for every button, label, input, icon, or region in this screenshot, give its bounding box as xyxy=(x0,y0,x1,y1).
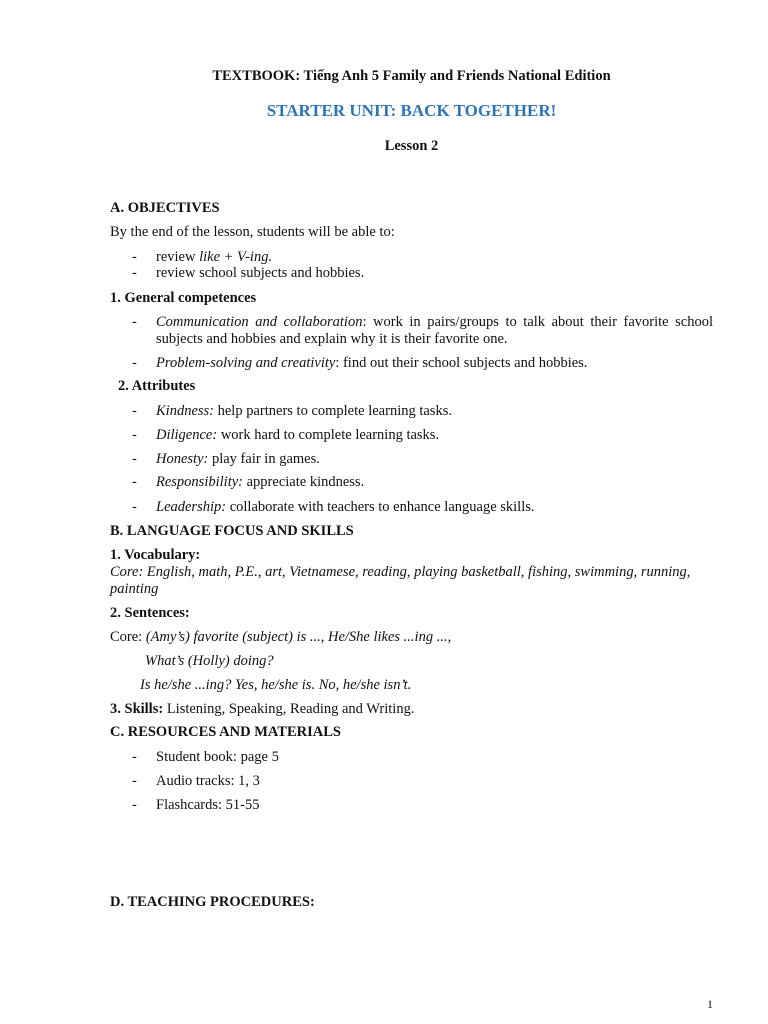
resource-item: - Audio tracks: 1, 3 xyxy=(132,773,260,789)
competences-heading: 1. General competences xyxy=(110,290,257,306)
objective-item: - review like + V-ing. xyxy=(132,249,273,265)
unit-title: STARTER UNIT: BACK TOGETHER! xyxy=(266,101,557,120)
objectives-heading: A. OBJECTIVES xyxy=(110,200,220,216)
attribute-item: - Kindness: help partners to complete learning tasks. xyxy=(132,403,452,419)
sentence-pattern: Is he/she ...ing? Yes, he/she is. No, he/she isn’t. xyxy=(140,677,412,693)
lesson-title: Lesson 2 xyxy=(384,138,439,154)
objectives-intro: By the end of the lesson, students will be able to: xyxy=(110,224,395,240)
competence-item: - Problem-solving and creativity: find out their school subjects and hobbies. xyxy=(132,355,588,371)
language-heading: B. LANGUAGE FOCUS AND SKILLS xyxy=(110,523,354,539)
skills-line: 3. Skills: Listening, Speaking, Reading and Writing. xyxy=(110,701,415,717)
resource-item: - Student book: page 5 xyxy=(132,749,279,765)
attribute-item: - Responsibility: appreciate kindness. xyxy=(132,474,365,490)
attribute-item: - Leadership: collaborate with teachers to enhance language skills. xyxy=(132,499,535,515)
sentences-core: Core: (Amy’s) favorite (subject) is ..., He/She likes ...ing ..., xyxy=(110,629,452,645)
attributes-heading: 2. Attributes xyxy=(118,378,196,394)
vocabulary-core: Core: English, math, P.E., art, Vietnamese, reading, playing basketball, fishing, swimming, running, painting xyxy=(110,564,691,597)
objective-item: - review school subjects and hobbies. xyxy=(132,265,365,281)
resource-item: - Flashcards: 51-55 xyxy=(132,797,260,813)
attribute-item: - Diligence: work hard to complete learning tasks. xyxy=(132,427,440,443)
procedures-heading: D. TEACHING PROCEDURES: xyxy=(110,894,315,910)
textbook-title: TEXTBOOK: Tiếng Anh 5 Family and Friends National Edition xyxy=(212,68,611,84)
sentences-heading: 2. Sentences: xyxy=(110,605,190,621)
attribute-item: - Honesty: play fair in games. xyxy=(132,451,320,467)
vocabulary-heading: 1. Vocabulary: xyxy=(110,547,201,563)
resources-heading: C. RESOURCES AND MATERIALS xyxy=(110,724,341,740)
competence-item: - Communication and collaboration: work in pairs/groups to talk about their favorite school subjects and hobbies and explain why it is their favorite one. xyxy=(132,314,713,347)
page-number: 1 xyxy=(707,997,713,1011)
sentence-pattern: What’s (Holly) doing? xyxy=(145,653,274,669)
